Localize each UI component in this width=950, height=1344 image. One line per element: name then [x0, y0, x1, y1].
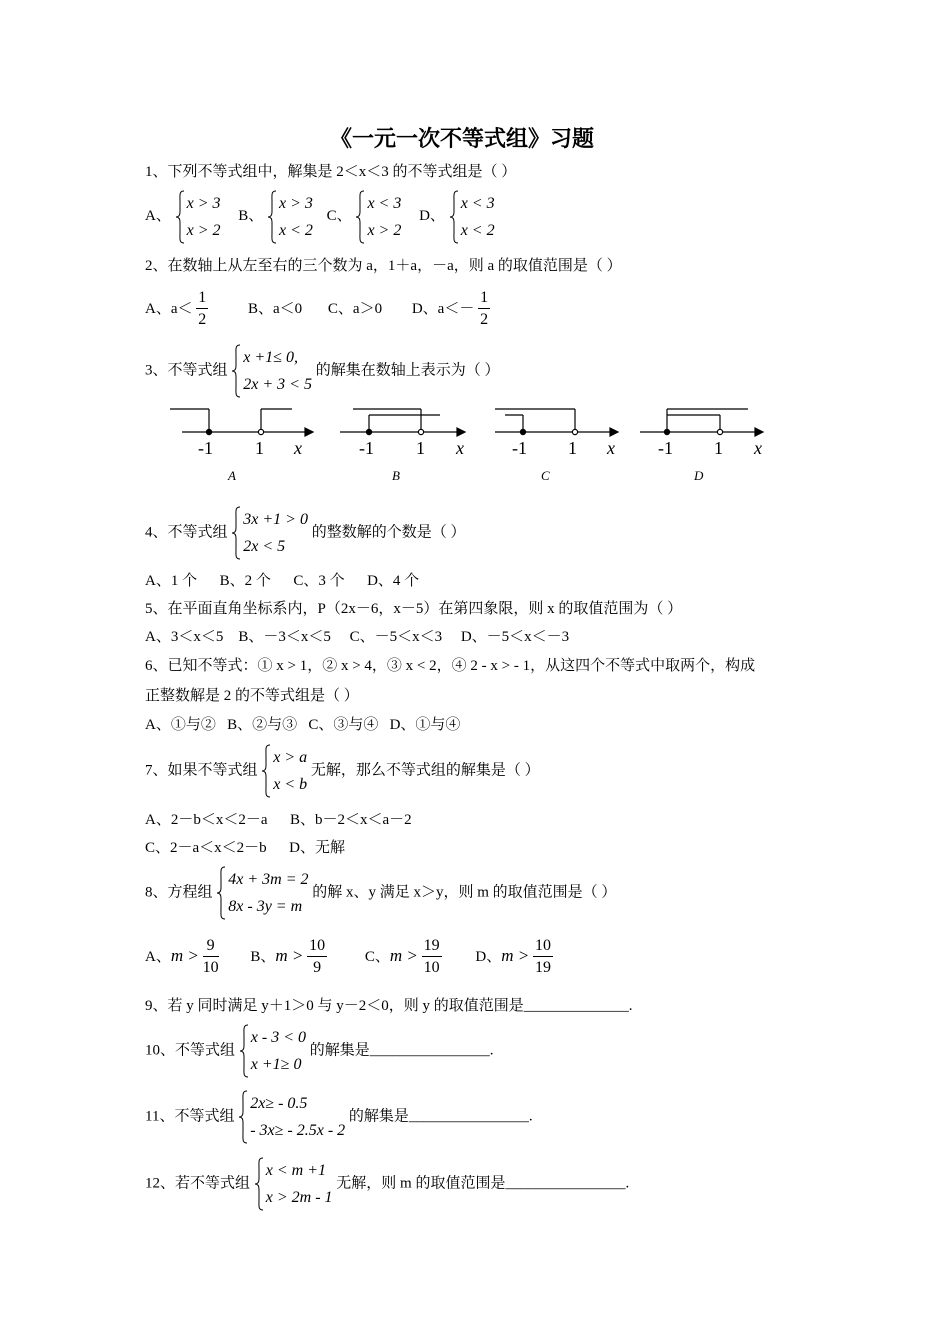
fraction: $\frac{19}{10}$ — [423, 937, 440, 976]
question-2-options: A、a＜ $\frac{1}{2}$ B、a＜0 C、a＞0 D、a＜－ $\frac{1}{2}$ — [145, 288, 490, 331]
option-c: C、 x < 3 x > 2 — [327, 208, 405, 224]
caption-c: C — [541, 468, 550, 483]
brace-icon — [254, 1157, 264, 1211]
question-8-options: A、m > $\frac{9}{10}$ B、m > $\frac{10}{9}$ C、m > $\frac{19}{10}$ D、m > $\frac{10}{19}$ — [145, 936, 553, 979]
label-1: 1 — [714, 438, 723, 458]
fraction: $\frac{9}{10}$ — [202, 937, 219, 976]
label-x: x — [456, 438, 464, 458]
brace-icon — [216, 866, 226, 920]
inequality-system: x > a x < b — [261, 744, 307, 798]
question-9-stem: 9、若 y 同时满足 y＋1＞0 与 y－2＜0，则 y 的取值范围是______________. — [145, 998, 633, 1014]
fraction: $\frac{10}{19}$ — [534, 937, 551, 976]
inequality-system: x > 3 x > 2 — [175, 190, 221, 244]
question-11-stem: 11、不等式组 2x≥ - 0.5 - 3x≥ - 2.5x - 2 的解集是________________. — [145, 1090, 533, 1144]
caption-a: A — [228, 468, 236, 483]
label-neg1: -1 — [658, 438, 673, 458]
caption-d: D — [694, 468, 704, 483]
option-d: D、 x < 3 x < 2 — [419, 208, 495, 224]
brace-icon — [238, 1090, 248, 1144]
option-b: B、 x > 3 x < 2 — [238, 208, 316, 224]
question-7-stem: 7、如果不等式组 x > a x < b 无解，那么不等式组的解集是（ ） — [145, 744, 540, 798]
inequality-system: x +1≤ 0, 2x + 3 < 5 — [231, 344, 312, 398]
label-1: 1 — [568, 438, 577, 458]
question-1-stem: 1、下列不等式组中，解集是 2＜x＜3 的不等式组是（ ） — [145, 164, 517, 180]
brace-icon — [355, 190, 365, 244]
brace-icon — [267, 190, 277, 244]
caption-b: B — [392, 468, 400, 483]
inequality-system: x < 3 x < 2 — [449, 190, 495, 244]
brace-icon — [175, 190, 185, 244]
question-8-stem: 8、方程组 4x + 3m = 2 8x - 3y = m 的解 x、y 满足 x＞y，则 m 的取值范围是（ ） — [145, 866, 616, 920]
label-1: 1 — [255, 438, 264, 458]
page-title: 《一元一次不等式组》习题 — [330, 127, 595, 152]
label-neg1: -1 — [359, 438, 374, 458]
question-6-options: A、①与② B、②与③ C、③与④ D、①与④ — [145, 717, 461, 733]
label-neg1: -1 — [198, 438, 213, 458]
brace-icon — [449, 190, 459, 244]
label-x: x — [754, 438, 762, 458]
question-4-options: A、1 个 B、2 个 C、3 个 D、4 个 — [145, 573, 420, 589]
question-2-stem: 2、在数轴上从左至右的三个数为 a，1＋a，－a，则 a 的取值范围是（ ） — [145, 258, 622, 274]
label-x: x — [294, 438, 302, 458]
fraction: $\frac{10}{9}$ — [309, 937, 326, 976]
brace-icon — [261, 744, 271, 798]
inequality-system: x < m +1 x > 2m - 1 — [254, 1157, 333, 1211]
question-3-stem: 3、不等式组 x +1≤ 0, 2x + 3 < 5 的解集在数轴上表示为（ ） — [145, 344, 499, 398]
inequality-system: x < 3 x > 2 — [355, 190, 401, 244]
question-5-options: A、3＜x＜5 B、－3＜x＜5 C、－5＜x＜3 D、－5＜x＜－3 — [145, 629, 570, 645]
question-6-line-2: 正整数解是 2 的不等式组是（ ） — [145, 688, 359, 704]
inequality-system: x > 3 x < 2 — [267, 190, 313, 244]
brace-icon — [231, 344, 241, 398]
question-4-stem: 4、不等式组 3x +1 > 0 2x < 5 的整数解的个数是（ ） — [145, 506, 465, 560]
question-5-stem: 5、在平面直角坐标系内，P（2x－6，x－5）在第四象限，则 x 的取值范围为（ ） — [145, 601, 683, 617]
inequality-system: 2x≥ - 0.5 - 3x≥ - 2.5x - 2 — [238, 1090, 345, 1144]
question-7-options-1: A、2－b＜x＜2－a B、b－2＜x＜a－2 — [145, 812, 412, 828]
fraction: $\frac{1}{2}$ — [480, 289, 489, 328]
question-6-line-1: 6、已知不等式：① x > 1，② x > 4，③ x < 2，④ 2 - x > - 1，从这四个不等式中取两个，构成 — [145, 658, 756, 674]
question-7-options-2: C、2－a＜x＜2－b D、无解 — [145, 840, 345, 856]
question-1-options — [145, 190, 495, 244]
brace-icon — [231, 506, 241, 560]
question-12-stem: 12、若不等式组 x < m +1 x > 2m - 1 无解，则 m 的取值范围是________________. — [145, 1157, 629, 1211]
label-x: x — [607, 438, 615, 458]
equation-system: 4x + 3m = 2 8x - 3y = m — [216, 866, 308, 920]
label-1: 1 — [416, 438, 425, 458]
question-10-stem: 10、不等式组 x - 3 < 0 x +1≥ 0 的解集是________________. — [145, 1024, 494, 1078]
brace-icon — [239, 1024, 249, 1078]
inequality-system: x - 3 < 0 x +1≥ 0 — [239, 1024, 306, 1078]
fraction: $\frac{1}{2}$ — [198, 289, 207, 328]
option-a: A、 x > 3 x > 2 — [145, 208, 224, 224]
inequality-system: 3x +1 > 0 2x < 5 — [231, 506, 308, 560]
label-neg1: -1 — [512, 438, 527, 458]
